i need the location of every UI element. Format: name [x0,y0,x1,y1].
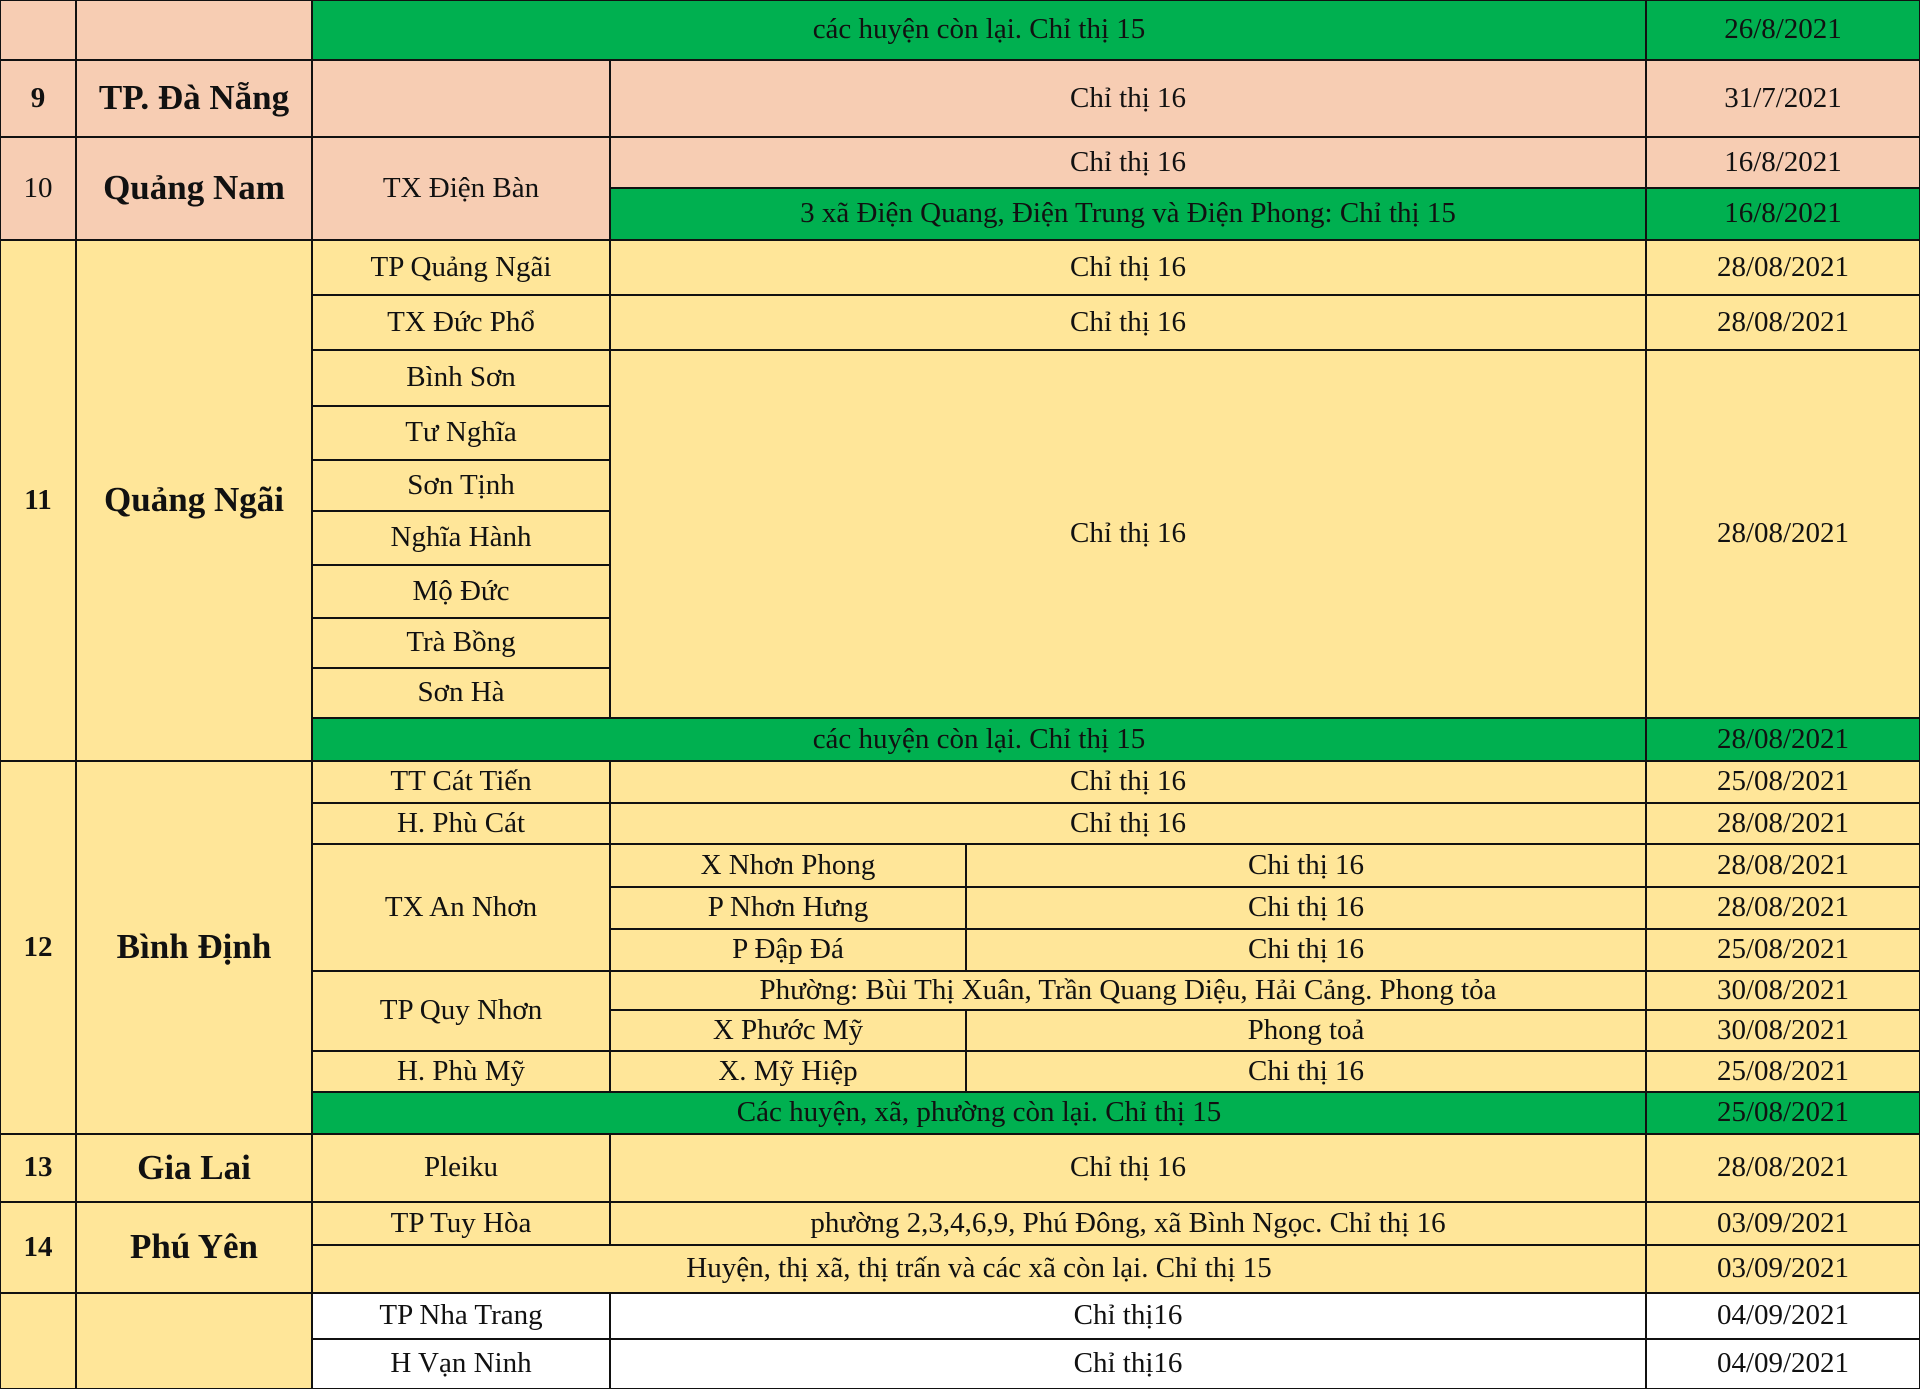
measure-cell: Chỉ thị16 [610,1293,1646,1339]
district-cell: TP Nha Trang [312,1293,610,1339]
province-cell [76,1293,312,1389]
date-cell: 25/08/2021 [1646,1051,1920,1092]
district-cell: Nghĩa Hành [312,511,610,565]
province-cell: Phú Yên [76,1202,312,1293]
date-cell: 28/08/2021 [1646,718,1920,761]
date-cell: 28/08/2021 [1646,350,1920,718]
measure-cell: Chi thị 16 [966,929,1646,971]
district-cell: Trà Bồng [312,618,610,668]
district-cell: TP Quy Nhơn [312,971,610,1051]
subunit-cell: X Phước Mỹ [610,1010,966,1051]
measure-cell: Chỉ thị16 [610,1339,1646,1389]
province-cell: TP. Đà Nẵng [76,60,312,137]
subunit-cell: P Nhơn Hưng [610,887,966,929]
district-cell: Sơn Hà [312,668,610,718]
stt-cell: 11 [0,240,76,761]
subunit-cell: X. Mỹ Hiệp [610,1051,966,1092]
district-cell: Sơn Tịnh [312,460,610,511]
measure-cell: Chỉ thị 16 [610,803,1646,844]
date-cell: 28/08/2021 [1646,803,1920,844]
district-cell: Tư Nghĩa [312,406,610,460]
district-cell: Pleiku [312,1134,610,1202]
date-cell: 28/08/2021 [1646,844,1920,887]
district-cell: TX An Nhơn [312,844,610,971]
measure-cell: phường 2,3,4,6,9, Phú Đông, xã Bình Ngọc. Chỉ thị 16 [610,1202,1646,1245]
district-cell: Bình Sơn [312,350,610,406]
measure-cell: 3 xã Điện Quang, Điện Trung và Điện Phong: Chỉ thị 15 [610,188,1646,240]
measure-cell: Phong toả [966,1010,1646,1051]
measure-cell: Chỉ thị 16 [610,240,1646,295]
date-cell: 26/8/2021 [1646,0,1920,60]
measure-cell: các huyện còn lại. Chỉ thị 15 [312,0,1646,60]
province-cell: Gia Lai [76,1134,312,1202]
date-cell: 25/08/2021 [1646,929,1920,971]
district-cell: TP Tuy Hòa [312,1202,610,1245]
district-cell: H. Phù Cát [312,803,610,844]
measure-cell: Chỉ thị 16 [610,1134,1646,1202]
district-cell: TT Cát Tiến [312,761,610,803]
date-cell: 03/09/2021 [1646,1202,1920,1245]
stt-cell: 12 [0,761,76,1134]
district-cell: TX Điện Bàn [312,137,610,240]
stt-cell: 10 [0,137,76,240]
stt-cell: 14 [0,1202,76,1293]
date-cell: 28/08/2021 [1646,1134,1920,1202]
date-cell: 31/7/2021 [1646,60,1920,137]
date-cell: 30/08/2021 [1646,1010,1920,1051]
measure-cell: Chỉ thị 16 [610,295,1646,350]
date-cell: 28/08/2021 [1646,887,1920,929]
district-cell [312,60,610,137]
province-cell: Quảng Nam [76,137,312,240]
date-cell: 16/8/2021 [1646,137,1920,188]
measure-cell: Chỉ thị 16 [610,761,1646,803]
measure-cell: các huyện còn lại. Chỉ thị 15 [312,718,1646,761]
date-cell: 25/08/2021 [1646,761,1920,803]
date-cell: 28/08/2021 [1646,240,1920,295]
district-cell: Mộ Đức [312,565,610,618]
measure-cell: Phường: Bùi Thị Xuân, Trần Quang Diệu, Hải Cảng. Phong tỏa [610,971,1646,1010]
measure-cell: Chỉ thị 16 [610,60,1646,137]
measure-cell: Chi thị 16 [966,1051,1646,1092]
date-cell: 04/09/2021 [1646,1293,1920,1339]
subunit-cell: P Đập Đá [610,929,966,971]
district-cell: H Vạn Ninh [312,1339,610,1389]
date-cell: 04/09/2021 [1646,1339,1920,1389]
measure-cell: Các huyện, xã, phường còn lại. Chỉ thị 15 [312,1092,1646,1134]
province-cell [76,0,312,60]
district-cell: TX Đức Phổ [312,295,610,350]
date-cell: 25/08/2021 [1646,1092,1920,1134]
stt-cell: 9 [0,60,76,137]
district-cell: H. Phù Mỹ [312,1051,610,1092]
date-cell: 03/09/2021 [1646,1245,1920,1293]
subunit-cell: X Nhơn Phong [610,844,966,887]
measure-cell: Chi thị 16 [966,887,1646,929]
date-cell: 30/08/2021 [1646,971,1920,1010]
district-cell: TP Quảng Ngãi [312,240,610,295]
measure-cell: Chỉ thị 16 [610,350,1646,718]
date-cell: 16/8/2021 [1646,188,1920,240]
measure-cell: Chi thị 16 [966,844,1646,887]
stt-cell [0,1293,76,1389]
date-cell: 28/08/2021 [1646,295,1920,350]
province-cell: Quảng Ngãi [76,240,312,761]
stt-cell: 13 [0,1134,76,1202]
stt-cell [0,0,76,60]
province-cell: Bình Định [76,761,312,1134]
measure-cell: Chỉ thị 16 [610,137,1646,188]
measure-cell: Huyện, thị xã, thị trấn và các xã còn lại. Chỉ thị 15 [312,1245,1646,1293]
